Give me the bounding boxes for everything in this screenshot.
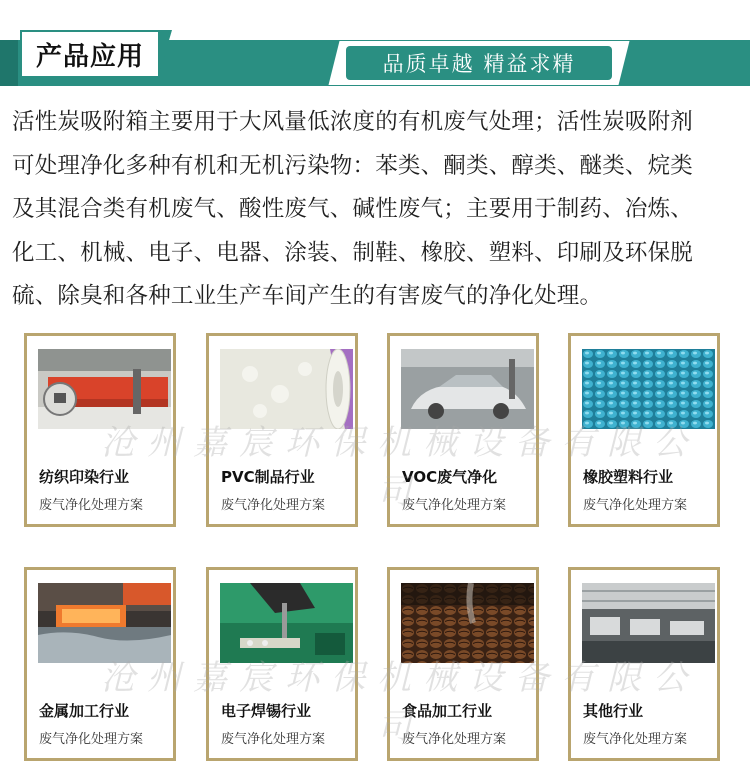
soldering-photo xyxy=(220,583,353,663)
description-line: 活性炭吸附箱主要用于大风量低浓度的有机废气处理；活性炭吸附剂 xyxy=(12,109,694,135)
card-title: PVC制品行业 xyxy=(221,468,315,486)
section-header xyxy=(0,0,750,96)
company-watermark: 沧州嘉宸环保机械设备有限公司 xyxy=(101,423,699,512)
slogan-badge: 品质卓越 精益求精 xyxy=(346,46,612,80)
card-title: 食品加工行业 xyxy=(402,702,493,720)
card-subtitle: 废气净化处理方案 xyxy=(221,498,326,513)
card-title: 其他行业 xyxy=(583,702,644,720)
card-subtitle: 废气净化处理方案 xyxy=(402,498,507,513)
card-metal[interactable] xyxy=(24,567,176,761)
description-line: 化工、机械、电子、电器、涂装、制鞋、橡胶、塑料、印刷及环保脱 xyxy=(12,239,694,266)
coffee-beans-photo xyxy=(401,583,534,663)
card-subtitle: 废气净化处理方案 xyxy=(39,498,144,513)
plastic-pellets-photo xyxy=(582,349,715,429)
card-subtitle: 废气净化处理方案 xyxy=(583,498,688,513)
card-soldering[interactable] xyxy=(206,567,358,761)
section-title: 产品应用 xyxy=(20,30,160,78)
card-other[interactable] xyxy=(568,567,720,761)
card-title: 金属加工行业 xyxy=(39,702,130,720)
card-title: 橡胶塑料行业 xyxy=(583,468,674,486)
factory-workshop-photo xyxy=(582,583,715,663)
description-line: 及其混合类有机废气、酸性废气、碱性废气；主要用于制药、冶炼、 xyxy=(12,196,694,222)
card-subtitle: 废气净化处理方案 xyxy=(583,732,688,747)
card-subtitle: 废气净化处理方案 xyxy=(221,732,326,747)
description-line: 可处理净化多种有机和无机污染物：苯类、酮类、醇类、醚类、烷类 xyxy=(12,152,694,179)
company-watermark: 沧州嘉宸环保机械设备有限公司 xyxy=(101,658,699,747)
metal-forging-photo xyxy=(38,583,171,663)
card-title: 电子焊锡行业 xyxy=(221,702,312,720)
description-line: 硫、除臭和各种工业生产车间产生的有害废气的净化处理。 xyxy=(12,283,603,309)
card-pvc[interactable] xyxy=(206,333,358,527)
card-subtitle: 废气净化处理方案 xyxy=(39,732,144,747)
card-voc[interactable] xyxy=(387,333,539,527)
header-band-edge xyxy=(0,40,18,86)
card-textile[interactable] xyxy=(24,333,176,527)
card-title: VOC废气净化 xyxy=(402,468,498,486)
card-food[interactable] xyxy=(387,567,539,761)
card-subtitle: 废气净化处理方案 xyxy=(402,732,507,747)
description xyxy=(12,101,740,319)
textile-machine-photo xyxy=(38,349,171,429)
card-title: 纺织印染行业 xyxy=(39,468,130,486)
car-painting-photo xyxy=(401,349,534,429)
card-rubber-plastic[interactable] xyxy=(568,333,720,527)
pvc-roll-photo xyxy=(220,349,353,429)
